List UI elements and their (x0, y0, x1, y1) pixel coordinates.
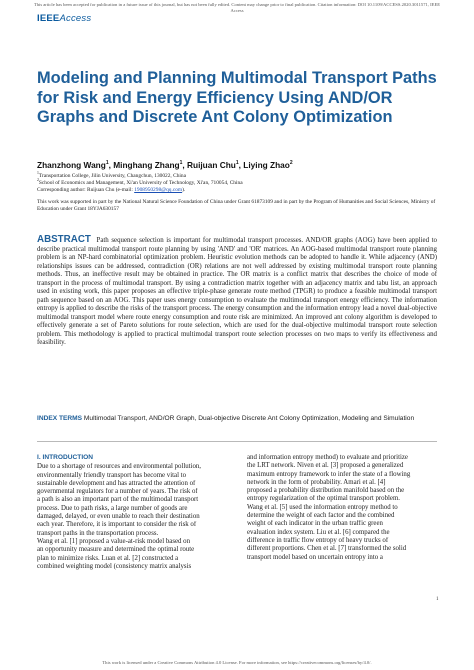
author-affiliation-mark: 1 (105, 160, 109, 167)
text-line: combined weighting model (consistency matrix analysis (37, 562, 192, 570)
section-heading-introduction: I. INTRODUCTION (37, 454, 94, 461)
text-line: an opportunity measure and determined the optimal route (37, 546, 195, 554)
corresponding-end: ). (182, 187, 186, 193)
abstract (37, 236, 437, 348)
affiliation-2 (37, 177, 437, 187)
text-line: the LRT network. Niven et al. [3] proposed a generalized (247, 462, 404, 470)
funding-statement: This work was supported in part by the National Natural Science Foundation of China under Grant 61873109 and in part by the Program of Humanities and Social Sciences, Ministry of Education under Grant 18YJA630157 (37, 199, 436, 212)
text-line: network in the form of probability. Amari et al. [4] (247, 478, 386, 486)
text-line: proposed a probability distribution manifold based on the (247, 487, 405, 495)
author-affiliation-mark: 1 (235, 160, 239, 167)
author-affiliation-mark: 1 (179, 160, 183, 167)
license-footer: This work is licensed under a Creative Commons Attribution 4.0 License. For more information, see https://creativecommons.org/licenses/by/4.0/. (102, 660, 372, 665)
index-terms (37, 415, 437, 423)
text-line: damaged, delayed, or even unable to reach their destination (37, 513, 200, 521)
journal-logo-part-2: Access (59, 13, 92, 24)
text-line: each year. Therefore, it is important to consider the risk of (37, 521, 197, 529)
author-affiliation-mark: 2 (289, 160, 293, 167)
text-line: process. Due to path risks, a large number of goods are (37, 504, 188, 512)
text-line: transport model based on uncertain entropy into a (247, 553, 383, 561)
text-line: determine the weight of each factor and the combined (247, 512, 395, 520)
corresponding-email-link[interactable]: 1908950298@qq.com (134, 187, 183, 193)
author-name: Liying Zhao (243, 160, 290, 170)
journal-logo-part-1: IEEE (37, 13, 60, 24)
text-line: a path is also an important part of the multimodal transport (37, 496, 199, 504)
notice-line-1: This article has been accepted for publication in a future issue of this journal, but has not been fully edited. Content may change prior to final publication. Citation information: DOI 10.1109/ACCESS.2020.3011571, IEEE (33, 2, 441, 7)
journal-logo (37, 13, 91, 24)
introduction-text-left (37, 463, 227, 571)
text-line: entropy regularization of the optimal transport problem. (247, 495, 400, 503)
index-terms-heading: INDEX TERMS (37, 415, 83, 422)
text-line: difference in traffic flow entropy of heavy trucks of (247, 536, 389, 544)
text-line: different proportions. Chen et al. [7] transformed the solid (247, 545, 407, 553)
affiliation-mark: 2 (37, 178, 39, 182)
notice-line-2: Access (230, 8, 244, 13)
abstract-heading: ABSTRACT (37, 234, 91, 245)
affiliation-text: School of Economics and Management, Xi'an University of Technology, Xi'an, 710054, China (38, 179, 243, 186)
text-line: and information entropy method) to evaluate and prioritize (247, 454, 408, 461)
page-number: 1 (436, 597, 439, 602)
author-list: Zhanzhong Wang$^1$, Minghang Zhang$^1$, Ruijuan Chu$^1$, Liying Zhao$^2$ (37, 160, 293, 170)
author-name: Ruijuan Chu (187, 160, 236, 170)
text-line: evaluation index system. Liu et al. [6] compared the (247, 528, 390, 536)
corresponding-label: Corresponding author: Ruijuan Chu (e-mail: (37, 187, 133, 193)
affiliation-text: Transportation College, Jilin University, Changchun, 130022, China (38, 172, 186, 179)
text-line: Wang et al. [1] proposed a value-at-risk model based on (37, 537, 191, 545)
author-name: Minghang Zhang (113, 160, 180, 170)
introduction-text-right (247, 454, 437, 562)
text-line: weight of each indicator in the urban traffic green (247, 520, 383, 528)
body-column-right (247, 454, 437, 562)
text-line: Wang et al. [5] used the information entropy method to (247, 503, 398, 511)
text-line: governmental regulators for a number of years. The risk of (37, 488, 198, 496)
index-terms-text: Multimodal Transport, AND/OR Graph, Dual-objective Discrete Ant Colony Optimization, Modeling and Simulation (83, 415, 415, 422)
abstract-text: Path sequence selection is important for multimodal transport processes. AND/OR graphs (AOG) have been applied to describe practical multimodal transport route planning by using 'AND' and 'OR' matrices. An AOG-based multimodal transport route planning problem is an NP-hard combinatorial optimization problem. Heuristic evolution methods can be adopted to handle it. While adjacency (AND) relationships issues can be addressed, contradiction (OR) relations are not well addressed by existing multimodal transport route planning methods. Thus, an ineffective result may be obtained in practice. The OR matrix is a conflict matrix that describes the choice of mode of transport in the process of multimodal transport. By using a contradiction matrix together with an adjacency matrix and tabu list, an approach used in existing work, this paper proposes an effective triple-phase generate route method (TPGR) to produce a feasible multimodal transport path sequence based on an AOG. This paper uses energy consumption to evaluate the multimodal transport energy efficiency. The information entropy is applied to describe the risks of the transport process. The energy consumption and the information entropy lead a novel dual-objective multimodal transport model where route energy consumption and route risk are minimized. An improved ant colony algorithm is developed to effectively generate a set of Pareto solutions for route selection, which are used for the dual-objective multimodal transport route selection problem. This methodology is applied to practical multimodal transport route selection processes on two maps to verify its effectiveness and feasibility. (37, 237, 437, 346)
body-column-left (37, 454, 227, 571)
paper-title: Modeling and Planning Multimodal Transport Paths for Risk and Energy Efficiency Using AND/OR Graphs and Discrete Ant Colony Optimization (37, 69, 437, 126)
text-line: plan to minimize risks. Luan et al. [2] constructed a (37, 554, 179, 562)
author-name: Zhanzhong Wang (37, 160, 106, 170)
text-line: maximum entropy framework to infer the state of a flowing (247, 470, 411, 478)
text-line: transport paths in the transportation process. (37, 529, 159, 537)
affiliation-mark: 1 (37, 171, 39, 175)
section-divider (37, 441, 437, 442)
text-line: environmentally friendly transport has become vital to (37, 471, 186, 479)
text-line: Due to a shortage of resources and environmental pollution, (37, 463, 202, 471)
text-line: sustainable development and has attracted the attention of (37, 479, 196, 487)
corresponding-author (37, 187, 185, 193)
